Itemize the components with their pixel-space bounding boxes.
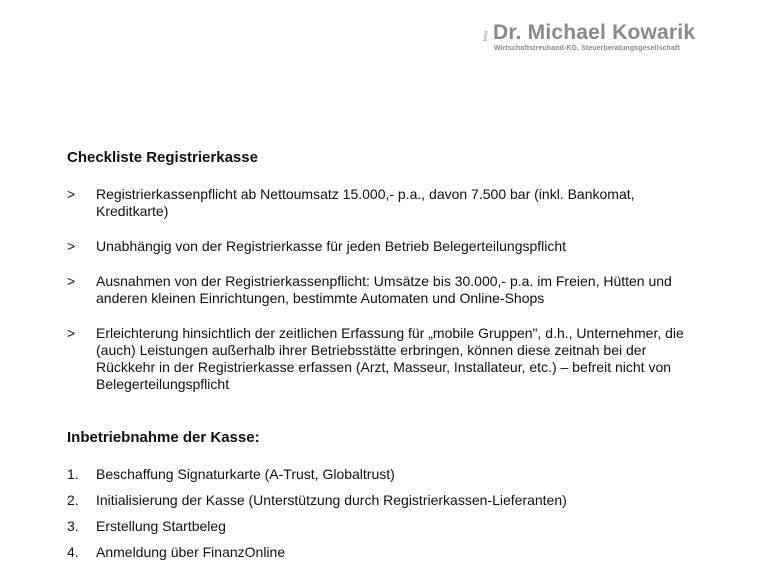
item-number: 4. [67,544,79,560]
section-title-checklist: Checkliste Registrierkasse [67,149,258,166]
logo-tagline: Wirtschaftstreuhand-KG, Steuerberatungsgesellschaft [494,45,680,52]
section-title-setup: Inbetriebnahme der Kasse: [67,429,260,446]
logo-prefix: Mag. [483,29,489,41]
checklist-item [67,186,707,220]
item-number: 3. [67,518,79,534]
checklist-item-text: Ausnahmen von der Registrierkassenpflicht: Umsätze bis 30.000,- p.a. im Freien, Hütten und anderen kleinen Einrichtungen, bestimmte Automaten und Online-Shops [96,273,672,306]
checklist-item-text: Registrierkassenpflicht ab Nettoumsatz 15.000,- p.a., davon 7.500 bar (inkl. Bankomat, Kreditkarte) [96,186,635,219]
logo-name: Dr. Michael Kowarik [493,21,696,44]
bullet-marker: > [67,238,76,254]
numbered-item [67,518,707,535]
numbered-item-text: Beschaffung Signaturkarte (A-Trust, Globaltrust) [96,466,395,482]
checklist-item-text: Unabhängig von der Registrierkasse für jeden Betrieb Belegerteilungspflicht [96,238,567,254]
numbered-item-text: Erstellung Startbeleg [96,518,226,534]
checklist-item-text: Erleichterung hinsichtlich der zeitlichen Erfassung für „mobile Gruppen", d.h., Unternehmer, die (auch) Leistungen außerhalb ihrer Betriebsstätte erbringen, können diese zeitnah bei der Rückkehr in der Registrierkasse erfassen (Arzt, Masseur, Installateur, etc.) – befreit nicht von Belegerteilungspflicht [96,325,684,392]
item-number: 1. [67,466,79,482]
bullet-marker: > [67,186,76,202]
bullet-marker: > [67,325,76,341]
numbered-item-text: Anmeldung über FinanzOnline [96,544,286,560]
numbered-item-text: Initialisierung der Kasse (Unterstützung durch Registrierkassen-Lieferanten) [96,492,567,508]
checklist-item [67,238,707,255]
bullet-marker: > [67,273,76,289]
checklist-item [67,273,707,307]
item-number: 2. [67,492,79,508]
numbered-item [67,466,707,483]
numbered-item [67,492,707,509]
checklist-item [67,325,707,393]
numbered-item [67,544,707,561]
company-logo [482,20,762,60]
